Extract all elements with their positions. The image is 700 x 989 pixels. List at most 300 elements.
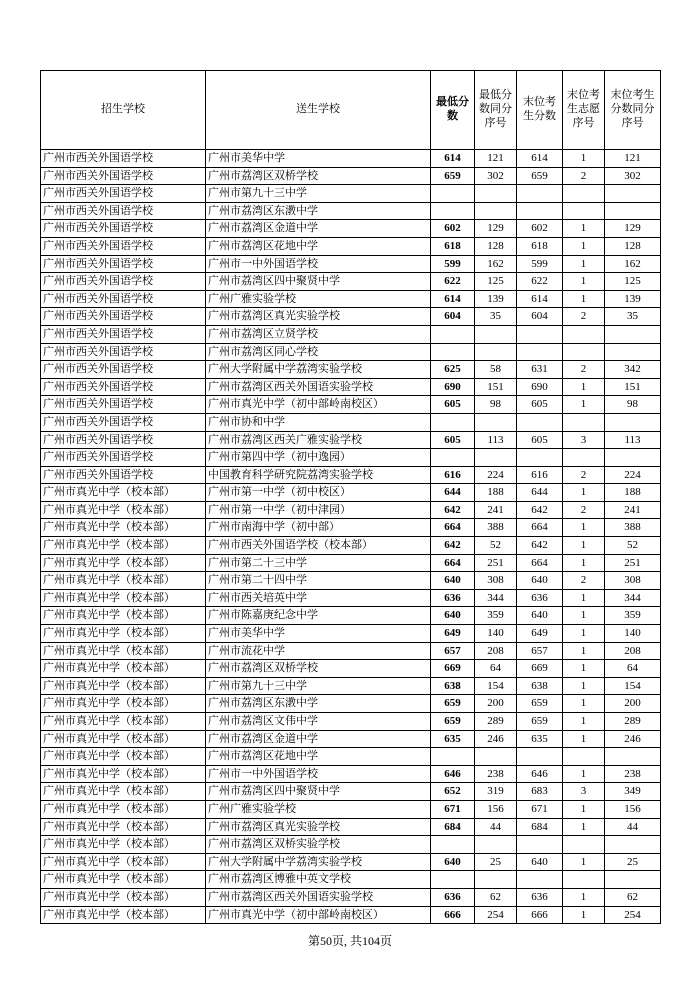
last-candidate-score-tie-seq-cell (605, 836, 661, 854)
last-candidate-score-tie-seq-cell: 289 (605, 713, 661, 731)
last-candidate-choice-seq-cell: 1 (563, 853, 605, 871)
last-candidate-score-cell: 649 (517, 625, 563, 643)
recruiting-school-cell: 广州市西关外国语学校 (41, 202, 206, 220)
min-score-cell: 636 (431, 589, 475, 607)
table-row (41, 537, 661, 555)
last-candidate-choice-seq-cell (563, 325, 605, 343)
sending-school-cell: 广州市真光中学（初中部岭南校区） (206, 396, 431, 414)
recruiting-school-cell: 广州市西关外国语学校 (41, 413, 206, 431)
min-score-cell: 669 (431, 660, 475, 678)
min-score-tie-seq-cell: 52 (475, 537, 517, 555)
min-score-cell (431, 449, 475, 467)
recruiting-school-cell: 广州市真光中学（校本部） (41, 765, 206, 783)
min-score-cell: 616 (431, 466, 475, 484)
recruiting-school-cell: 广州市西关外国语学校 (41, 255, 206, 273)
table-row (41, 150, 661, 168)
last-candidate-score-cell: 664 (517, 554, 563, 572)
min-score-cell: 642 (431, 537, 475, 555)
sending-school-cell: 广州市荔湾区西关外国语实验学校 (206, 378, 431, 396)
last-candidate-score-tie-seq-cell: 224 (605, 466, 661, 484)
last-candidate-score-tie-seq-cell: 35 (605, 308, 661, 326)
table-row (41, 836, 661, 854)
last-candidate-choice-seq-cell: 1 (563, 660, 605, 678)
min-score-tie-seq-cell: 208 (475, 642, 517, 660)
recruiting-school-cell: 广州市西关外国语学校 (41, 343, 206, 361)
sending-school-cell: 广州市第九十三中学 (206, 185, 431, 203)
header-row (41, 71, 661, 150)
last-candidate-score-tie-seq-cell: 140 (605, 625, 661, 643)
sending-school-cell: 广州市第二十四中学 (206, 572, 431, 590)
last-candidate-score-cell: 642 (517, 537, 563, 555)
last-candidate-score-tie-seq-cell: 308 (605, 572, 661, 590)
min-score-cell (431, 748, 475, 766)
last-candidate-score-tie-seq-cell: 113 (605, 431, 661, 449)
recruiting-school-cell: 广州市真光中学（校本部） (41, 572, 206, 590)
min-score-tie-seq-cell: 238 (475, 765, 517, 783)
last-candidate-choice-seq-cell: 1 (563, 888, 605, 906)
last-candidate-choice-seq-cell: 2 (563, 572, 605, 590)
last-candidate-choice-seq-cell (563, 202, 605, 220)
min-score-cell: 671 (431, 800, 475, 818)
last-candidate-score-tie-seq-cell (605, 871, 661, 889)
recruiting-school-cell: 广州市真光中学（校本部） (41, 642, 206, 660)
recruiting-school-cell: 广州市真光中学（校本部） (41, 695, 206, 713)
sending-school-cell: 广州市荔湾区立贤学校 (206, 325, 431, 343)
recruiting-school-cell: 广州市真光中学（校本部） (41, 818, 206, 836)
last-candidate-score-tie-seq-cell (605, 449, 661, 467)
recruiting-school-cell: 广州市西关外国语学校 (41, 237, 206, 255)
table-row (41, 713, 661, 731)
last-candidate-score-tie-seq-cell: 156 (605, 800, 661, 818)
last-candidate-score-tie-seq-cell: 64 (605, 660, 661, 678)
last-candidate-choice-seq-cell: 1 (563, 642, 605, 660)
last-candidate-choice-seq-cell: 1 (563, 695, 605, 713)
min-score-cell: 659 (431, 713, 475, 731)
last-candidate-score-cell: 604 (517, 308, 563, 326)
min-score-cell (431, 325, 475, 343)
last-candidate-score-cell: 690 (517, 378, 563, 396)
last-candidate-choice-seq-cell (563, 413, 605, 431)
min-score-tie-seq-cell: 289 (475, 713, 517, 731)
table-row (41, 783, 661, 801)
last-candidate-score-tie-seq-cell: 246 (605, 730, 661, 748)
table-row (41, 237, 661, 255)
table-row (41, 906, 661, 924)
sending-school-cell: 广州市第四中学（初中逸园） (206, 449, 431, 467)
min-score-cell: 657 (431, 642, 475, 660)
min-score-cell: 664 (431, 554, 475, 572)
min-score-tie-seq-cell (475, 748, 517, 766)
recruiting-school-cell: 广州市西关外国语学校 (41, 308, 206, 326)
min-score-tie-seq-cell: 128 (475, 237, 517, 255)
table-row (41, 378, 661, 396)
min-score-tie-seq-cell (475, 871, 517, 889)
last-candidate-score-cell: 683 (517, 783, 563, 801)
last-candidate-score-cell: 605 (517, 396, 563, 414)
last-candidate-score-tie-seq-cell: 25 (605, 853, 661, 871)
sending-school-cell: 广州市荔湾区花地中学 (206, 748, 431, 766)
last-candidate-choice-seq-cell: 1 (563, 607, 605, 625)
last-candidate-score-tie-seq-cell: 200 (605, 695, 661, 713)
table-row (41, 361, 661, 379)
table-row (41, 660, 661, 678)
last-candidate-choice-seq-cell: 2 (563, 308, 605, 326)
table-row (41, 396, 661, 414)
recruiting-school-cell: 广州市西关外国语学校 (41, 185, 206, 203)
last-candidate-choice-seq-cell: 1 (563, 378, 605, 396)
min-score-cell: 625 (431, 361, 475, 379)
last-candidate-score-tie-seq-cell: 349 (605, 783, 661, 801)
table-row (41, 642, 661, 660)
last-candidate-score-tie-seq-cell: 121 (605, 150, 661, 168)
table-row (41, 800, 661, 818)
min-score-cell (431, 343, 475, 361)
table-row (41, 871, 661, 889)
min-score-cell: 649 (431, 625, 475, 643)
sending-school-cell: 广州市荔湾区四中聚贤中学 (206, 273, 431, 291)
last-candidate-choice-seq-cell: 1 (563, 237, 605, 255)
sending-school-cell: 广州市荔湾区四中聚贤中学 (206, 783, 431, 801)
sending-school-cell: 广州市荔湾区金道中学 (206, 730, 431, 748)
last-candidate-score-tie-seq-cell: 241 (605, 501, 661, 519)
recruiting-school-cell: 广州市真光中学（校本部） (41, 783, 206, 801)
last-candidate-score-cell: 640 (517, 607, 563, 625)
header-last-candidate-score-tie-seq: 末位考生分数同分序号 (605, 71, 661, 150)
min-score-cell: 690 (431, 378, 475, 396)
last-candidate-score-tie-seq-cell: 44 (605, 818, 661, 836)
last-candidate-choice-seq-cell: 1 (563, 906, 605, 924)
last-candidate-score-cell: 618 (517, 237, 563, 255)
last-candidate-score-cell: 616 (517, 466, 563, 484)
min-score-tie-seq-cell (475, 202, 517, 220)
last-candidate-score-cell (517, 202, 563, 220)
sending-school-cell: 广州市荔湾区东漖中学 (206, 202, 431, 220)
sending-school-cell: 广州市美华中学 (206, 625, 431, 643)
sending-school-cell: 广州市协和中学 (206, 413, 431, 431)
sending-school-cell: 广州市荔湾区双桥实验学校 (206, 836, 431, 854)
min-score-cell: 640 (431, 572, 475, 590)
last-candidate-choice-seq-cell (563, 185, 605, 203)
table-row (41, 431, 661, 449)
min-score-cell: 605 (431, 396, 475, 414)
recruiting-school-cell: 广州市真光中学（校本部） (41, 554, 206, 572)
last-candidate-score-cell: 659 (517, 713, 563, 731)
table-row (41, 818, 661, 836)
last-candidate-score-tie-seq-cell: 154 (605, 677, 661, 695)
last-candidate-score-cell: 657 (517, 642, 563, 660)
min-score-tie-seq-cell: 44 (475, 818, 517, 836)
table-row (41, 765, 661, 783)
table-row (41, 290, 661, 308)
min-score-cell: 622 (431, 273, 475, 291)
min-score-tie-seq-cell: 113 (475, 431, 517, 449)
header-sending-school: 送生学校 (206, 71, 431, 150)
min-score-cell (431, 202, 475, 220)
recruiting-school-cell: 广州市真光中学（校本部） (41, 906, 206, 924)
last-candidate-choice-seq-cell: 3 (563, 431, 605, 449)
last-candidate-choice-seq-cell: 1 (563, 396, 605, 414)
last-candidate-score-cell (517, 185, 563, 203)
table-row (41, 589, 661, 607)
recruiting-school-cell: 广州市真光中学（校本部） (41, 730, 206, 748)
last-candidate-score-tie-seq-cell (605, 185, 661, 203)
recruiting-school-cell: 广州市真光中学（校本部） (41, 660, 206, 678)
min-score-tie-seq-cell: 388 (475, 519, 517, 537)
sending-school-cell: 广州市荔湾区真光实验学校 (206, 308, 431, 326)
sending-school-cell: 广州市荔湾区西关外国语实验学校 (206, 888, 431, 906)
last-candidate-score-cell (517, 871, 563, 889)
last-candidate-score-cell: 646 (517, 765, 563, 783)
last-candidate-score-cell: 638 (517, 677, 563, 695)
last-candidate-score-cell: 644 (517, 484, 563, 502)
table-row (41, 202, 661, 220)
last-candidate-score-tie-seq-cell: 302 (605, 167, 661, 185)
min-score-tie-seq-cell: 254 (475, 906, 517, 924)
last-candidate-choice-seq-cell: 2 (563, 167, 605, 185)
last-candidate-score-cell: 614 (517, 290, 563, 308)
sending-school-cell: 广州市第一中学（初中校区） (206, 484, 431, 502)
table-row (41, 748, 661, 766)
sending-school-cell: 广州市荔湾区西关广雅实验学校 (206, 431, 431, 449)
min-score-cell: 666 (431, 906, 475, 924)
table-row (41, 466, 661, 484)
min-score-tie-seq-cell: 62 (475, 888, 517, 906)
recruiting-school-cell: 广州市真光中学（校本部） (41, 888, 206, 906)
min-score-cell: 652 (431, 783, 475, 801)
last-candidate-choice-seq-cell: 1 (563, 273, 605, 291)
last-candidate-score-tie-seq-cell: 62 (605, 888, 661, 906)
min-score-tie-seq-cell: 302 (475, 167, 517, 185)
table-row (41, 273, 661, 291)
table-row (41, 853, 661, 871)
sending-school-cell: 广州市西关外国语学校（校本部） (206, 537, 431, 555)
min-score-tie-seq-cell: 251 (475, 554, 517, 572)
table-row (41, 519, 661, 537)
last-candidate-score-tie-seq-cell: 342 (605, 361, 661, 379)
sending-school-cell: 广州市真光中学（初中部岭南校区） (206, 906, 431, 924)
page-number-footer: 第50页, 共104页 (307, 934, 392, 948)
last-candidate-score-cell: 669 (517, 660, 563, 678)
recruiting-school-cell: 广州市西关外国语学校 (41, 396, 206, 414)
min-score-tie-seq-cell: 154 (475, 677, 517, 695)
sending-school-cell: 广州市流花中学 (206, 642, 431, 660)
sending-school-cell: 广州市第九十三中学 (206, 677, 431, 695)
last-candidate-choice-seq-cell: 1 (563, 589, 605, 607)
table-row (41, 625, 661, 643)
last-candidate-choice-seq-cell (563, 343, 605, 361)
min-score-cell: 618 (431, 237, 475, 255)
last-candidate-choice-seq-cell: 1 (563, 220, 605, 238)
header-min-score-tie-seq: 最低分数同分序号 (475, 71, 517, 150)
table-row (41, 255, 661, 273)
last-candidate-choice-seq-cell: 3 (563, 783, 605, 801)
last-candidate-score-cell: 659 (517, 695, 563, 713)
last-candidate-score-cell: 602 (517, 220, 563, 238)
min-score-cell (431, 871, 475, 889)
last-candidate-score-tie-seq-cell: 98 (605, 396, 661, 414)
min-score-cell: 642 (431, 501, 475, 519)
sending-school-cell: 广州市一中外国语学校 (206, 255, 431, 273)
min-score-tie-seq-cell: 58 (475, 361, 517, 379)
table-row (41, 413, 661, 431)
sending-school-cell: 广州广雅实验学校 (206, 800, 431, 818)
min-score-cell: 659 (431, 695, 475, 713)
last-candidate-choice-seq-cell: 1 (563, 625, 605, 643)
last-candidate-score-cell (517, 343, 563, 361)
sending-school-cell: 广州市西关培英中学 (206, 589, 431, 607)
min-score-tie-seq-cell: 344 (475, 589, 517, 607)
last-candidate-score-cell (517, 413, 563, 431)
recruiting-school-cell: 广州市西关外国语学校 (41, 378, 206, 396)
min-score-cell: 659 (431, 167, 475, 185)
last-candidate-score-cell: 659 (517, 167, 563, 185)
table-row (41, 554, 661, 572)
last-candidate-score-cell: 640 (517, 853, 563, 871)
header-recruiting-school: 招生学校 (41, 71, 206, 150)
min-score-tie-seq-cell: 188 (475, 484, 517, 502)
last-candidate-score-tie-seq-cell: 139 (605, 290, 661, 308)
sending-school-cell: 广州市荔湾区花地中学 (206, 237, 431, 255)
last-candidate-score-cell: 684 (517, 818, 563, 836)
sending-school-cell: 广州市荔湾区东漖中学 (206, 695, 431, 713)
min-score-cell: 614 (431, 290, 475, 308)
last-candidate-choice-seq-cell: 1 (563, 713, 605, 731)
sending-school-cell: 广州市荔湾区双桥学校 (206, 167, 431, 185)
last-candidate-score-tie-seq-cell (605, 413, 661, 431)
last-candidate-score-cell: 666 (517, 906, 563, 924)
last-candidate-choice-seq-cell: 1 (563, 818, 605, 836)
sending-school-cell: 广州市荔湾区同心学校 (206, 343, 431, 361)
last-candidate-score-cell: 614 (517, 150, 563, 168)
last-candidate-score-tie-seq-cell: 128 (605, 237, 661, 255)
recruiting-school-cell: 广州市西关外国语学校 (41, 325, 206, 343)
recruiting-school-cell: 广州市真光中学（校本部） (41, 625, 206, 643)
min-score-cell: 635 (431, 730, 475, 748)
last-candidate-score-cell (517, 325, 563, 343)
table-body (41, 150, 661, 924)
min-score-tie-seq-cell: 241 (475, 501, 517, 519)
last-candidate-score-cell: 642 (517, 501, 563, 519)
table-row (41, 888, 661, 906)
last-candidate-score-cell: 664 (517, 519, 563, 537)
table-row (41, 449, 661, 467)
last-candidate-score-tie-seq-cell: 238 (605, 765, 661, 783)
sending-school-cell: 广州市荔湾区真光实验学校 (206, 818, 431, 836)
recruiting-school-cell: 广州市西关外国语学校 (41, 361, 206, 379)
min-score-tie-seq-cell: 151 (475, 378, 517, 396)
last-candidate-score-cell (517, 836, 563, 854)
sending-school-cell: 广州市荔湾区博雅中英文学校 (206, 871, 431, 889)
sending-school-cell: 广州市一中外国语学校 (206, 765, 431, 783)
header-last-candidate-choice-seq: 末位考生志愿序号 (563, 71, 605, 150)
sending-school-cell: 广州市南海中学（初中部） (206, 519, 431, 537)
recruiting-school-cell: 广州市西关外国语学校 (41, 167, 206, 185)
min-score-tie-seq-cell (475, 413, 517, 431)
min-score-cell: 602 (431, 220, 475, 238)
last-candidate-choice-seq-cell: 1 (563, 290, 605, 308)
min-score-tie-seq-cell (475, 325, 517, 343)
last-candidate-choice-seq-cell: 1 (563, 677, 605, 695)
min-score-cell: 614 (431, 150, 475, 168)
min-score-tie-seq-cell: 224 (475, 466, 517, 484)
last-candidate-choice-seq-cell (563, 836, 605, 854)
sending-school-cell: 广州市美华中学 (206, 150, 431, 168)
last-candidate-score-tie-seq-cell: 125 (605, 273, 661, 291)
last-candidate-choice-seq-cell: 1 (563, 730, 605, 748)
table-row (41, 343, 661, 361)
sending-school-cell: 广州大学附属中学荔湾实验学校 (206, 361, 431, 379)
last-candidate-score-tie-seq-cell: 388 (605, 519, 661, 537)
min-score-cell: 644 (431, 484, 475, 502)
min-score-cell (431, 413, 475, 431)
sending-school-cell: 广州广雅实验学校 (206, 290, 431, 308)
recruiting-school-cell: 广州市真光中学（校本部） (41, 484, 206, 502)
table-row (41, 167, 661, 185)
last-candidate-score-tie-seq-cell: 151 (605, 378, 661, 396)
recruiting-school-cell: 广州市真光中学（校本部） (41, 519, 206, 537)
min-score-cell: 638 (431, 677, 475, 695)
last-candidate-score-cell (517, 748, 563, 766)
last-candidate-choice-seq-cell: 1 (563, 765, 605, 783)
last-candidate-score-tie-seq-cell: 129 (605, 220, 661, 238)
min-score-cell (431, 836, 475, 854)
min-score-tie-seq-cell: 156 (475, 800, 517, 818)
table-row (41, 695, 661, 713)
sending-school-cell: 广州市荔湾区双桥学校 (206, 660, 431, 678)
last-candidate-choice-seq-cell: 2 (563, 361, 605, 379)
sending-school-cell: 中国教育科学研究院荔湾实验学校 (206, 466, 431, 484)
min-score-tie-seq-cell: 25 (475, 853, 517, 871)
recruiting-school-cell: 广州市西关外国语学校 (41, 150, 206, 168)
min-score-tie-seq-cell: 246 (475, 730, 517, 748)
last-candidate-score-tie-seq-cell: 344 (605, 589, 661, 607)
min-score-tie-seq-cell: 125 (475, 273, 517, 291)
min-score-tie-seq-cell (475, 343, 517, 361)
last-candidate-score-tie-seq-cell (605, 343, 661, 361)
last-candidate-score-tie-seq-cell (605, 202, 661, 220)
recruiting-school-cell: 广州市西关外国语学校 (41, 449, 206, 467)
min-score-tie-seq-cell: 308 (475, 572, 517, 590)
table-row (41, 730, 661, 748)
table-row (41, 220, 661, 238)
recruiting-school-cell: 广州市真光中学（校本部） (41, 800, 206, 818)
last-candidate-choice-seq-cell (563, 871, 605, 889)
min-score-cell: 605 (431, 431, 475, 449)
last-candidate-choice-seq-cell: 1 (563, 150, 605, 168)
min-score-cell: 640 (431, 853, 475, 871)
last-candidate-score-cell: 605 (517, 431, 563, 449)
sending-school-cell: 广州市荔湾区文伟中学 (206, 713, 431, 731)
last-candidate-score-cell: 631 (517, 361, 563, 379)
last-candidate-choice-seq-cell: 1 (563, 255, 605, 273)
sending-school-cell: 广州市第一中学（初中津园） (206, 501, 431, 519)
last-candidate-choice-seq-cell: 2 (563, 466, 605, 484)
min-score-tie-seq-cell: 98 (475, 396, 517, 414)
last-candidate-score-tie-seq-cell (605, 748, 661, 766)
sending-school-cell: 广州大学附属中学荔湾实验学校 (206, 853, 431, 871)
last-candidate-score-cell: 622 (517, 273, 563, 291)
min-score-cell: 640 (431, 607, 475, 625)
recruiting-school-cell: 广州市真光中学（校本部） (41, 836, 206, 854)
last-candidate-score-tie-seq-cell: 254 (605, 906, 661, 924)
table-row (41, 677, 661, 695)
table-row (41, 484, 661, 502)
recruiting-school-cell: 广州市真光中学（校本部） (41, 871, 206, 889)
recruiting-school-cell: 广州市西关外国语学校 (41, 466, 206, 484)
last-candidate-choice-seq-cell: 1 (563, 484, 605, 502)
min-score-cell: 599 (431, 255, 475, 273)
last-candidate-score-cell: 636 (517, 589, 563, 607)
